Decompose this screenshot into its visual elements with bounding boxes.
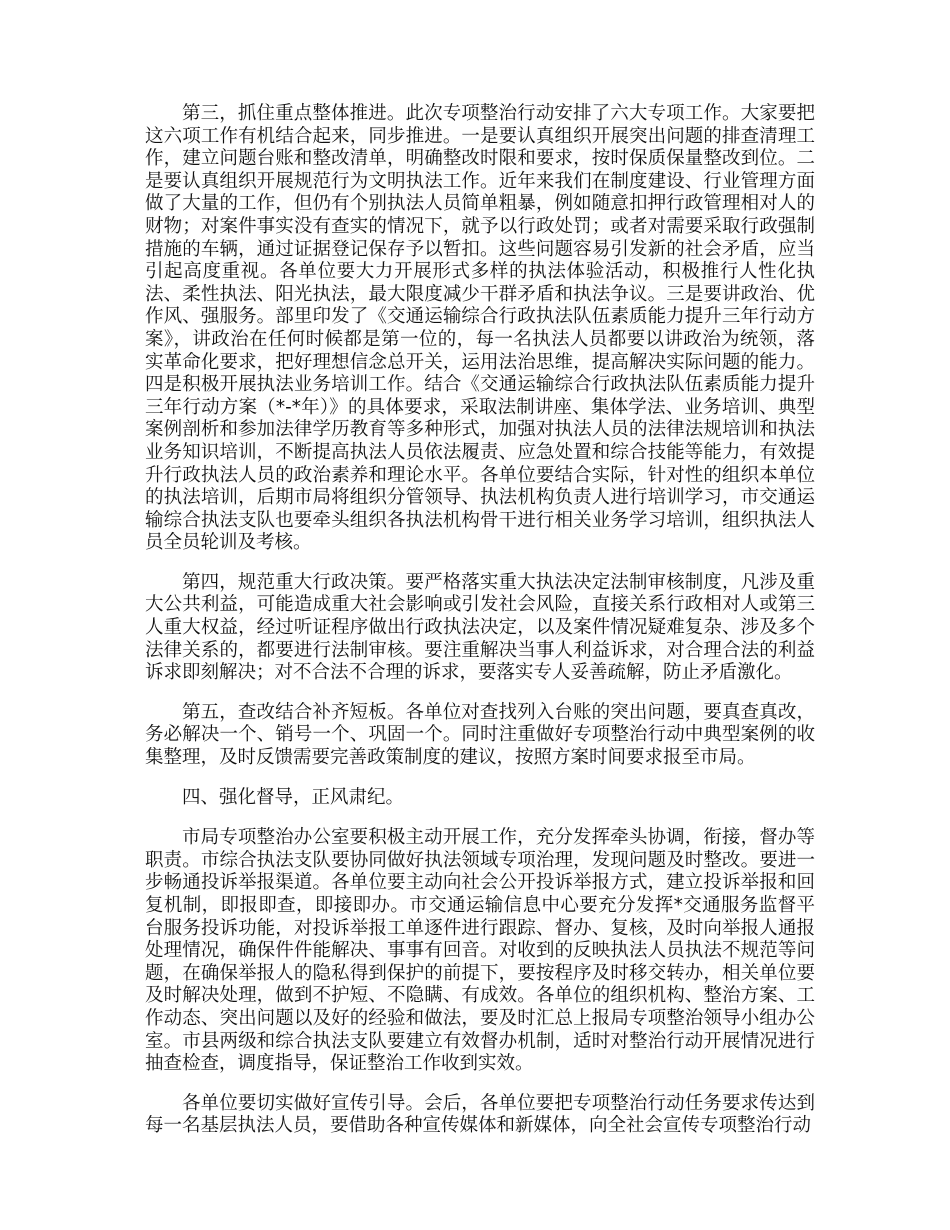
paragraph-point-three: 第三，抓住重点整体推进。此次专项整治行动安排了六大专项工作。大家要把这六项工作有机结合起来，同步推进。一是要认真组织开展突出问题的排查清理工作，建立问题台账和整改清单，明确整改时限和要求，按时保质保量整改到位。二是要认真组织开展规范行为文明执法工作。近年来我们在制度建设、行业管理方面做了大量的工作，但仍有个别执法人员简单粗暴，例如随意扣押行政管理相对人的财物；对案件事实没有查实的情况下，就予以行政处罚；或者对需要采取行政强制措施的车辆，通过证据登记保存予以暂扣。这些问题容易引发新的社会矛盾，应当引起高度重视。各单位要大力开展形式多样的执法体验活动，积极推行人性化执法、柔性执法、阳光执法，最大限度减少干群矛盾和执法争议。三是要讲政治、优作风、强服务。部里印发了《交通运输综合行政执法队伍素质能力提升三年行动方案》，讲政治在任何时候都是第一位的，每一名执法人员都要以讲政治为统领，落实革命化要求，把好理想信念总开关，运用法治思维，提高解决实际问题的能力。四是积极开展执法业务培训工作。结合《交通运输综合行政执法队伍素质能力提升三年行动方案（*-*年）》的具体要求，采取法制讲座、集体学法、业务培训、典型案例剖析和参加法律学历教育等多种形式，加强对执法人员的法律法规培训和执法业务知识培训，不断提高执法人员依法履责、应急处置和综合技能等能力，有效提升行政执法人员的政治素养和理论水平。各单位要结合实际，针对性的组织本单位的执法培训，后期市局将组织分管领导、执法机构负责人进行培训学习，市交通运输综合执法支队也要牵头组织各执法机构骨干进行相关业务学习培训，组织执法人员全员轮训及考核。: [145, 103, 815, 554]
paragraph-point-four: 第四，规范重大行政决策。要严格落实重大执法决定法制审核制度，凡涉及重大公共利益，可能造成重大社会影响或引发社会风险，直接关系行政相对人或第三人重大权益，经过听证程序做出行政执法决定，以及案件情况疑难复杂、涉及多个法律关系的，都要进行法制审核。要注重解决当事人利益诉求，对合理合法的利益诉求即刻解决；对不合法不合理的诉求，要落实专人妥善疏解，防止矛盾激化。: [145, 571, 815, 684]
paragraph-publicity: 各单位要切实做好宣传引导。会后，各单位要把专项整治行动任务要求传达到每一名基层执法人员，要借助各种宣传媒体和新媒体，向全社会宣传专项整治行动: [145, 1092, 815, 1137]
section-heading-supervision: 四、强化督导，正风肃纪。: [182, 786, 405, 808]
paragraph-supervision-office: 市局专项整治办公室要积极主动开展工作，充分发挥牵头协调，衔接，督办等职责。市综合执法支队要协同做好执法领域专项治理，发现问题及时整改。要进一步畅通投诉举报渠道。各单位要主动向社会公开投诉举报方式，建立投诉举报和回复机制，即报即查，即接即办。市交通运输信息中心要充分发挥*交通服务监督平台服务投诉功能，对投诉举报工单逐件进行跟踪、督办、复核，及时向举报人通报处理情况，确保件件能解决、事事有回音。对收到的反映执法人员执法不规范等问题，在确保举报人的隐私得到保护的前提下，要按程序及时移交转办，相关单位要及时解决处理，做到不护短、不隐瞒、有成效。各单位的组织机构、整治方案、工作动态、突出问题以及好的经验和做法，要及时汇总上报局专项整治领导小组办公室。市县两级和综合执法支队要建立有效督办机制，适时对整治行动开展情况进行抽查检查，调度指导，保证整治工作收到实效。: [145, 827, 815, 1075]
paragraph-point-five: 第五，查改结合补齐短板。各单位对查找列入台账的突出问题，要真查真改，务必解决一个、销号一个、巩固一个。同时注重做好专项整治行动中典型案例的收集整理，及时反馈需要完善政策制度的建议，按照方案时间要求报至市局。: [145, 701, 815, 769]
document-body: [145, 103, 815, 1138]
